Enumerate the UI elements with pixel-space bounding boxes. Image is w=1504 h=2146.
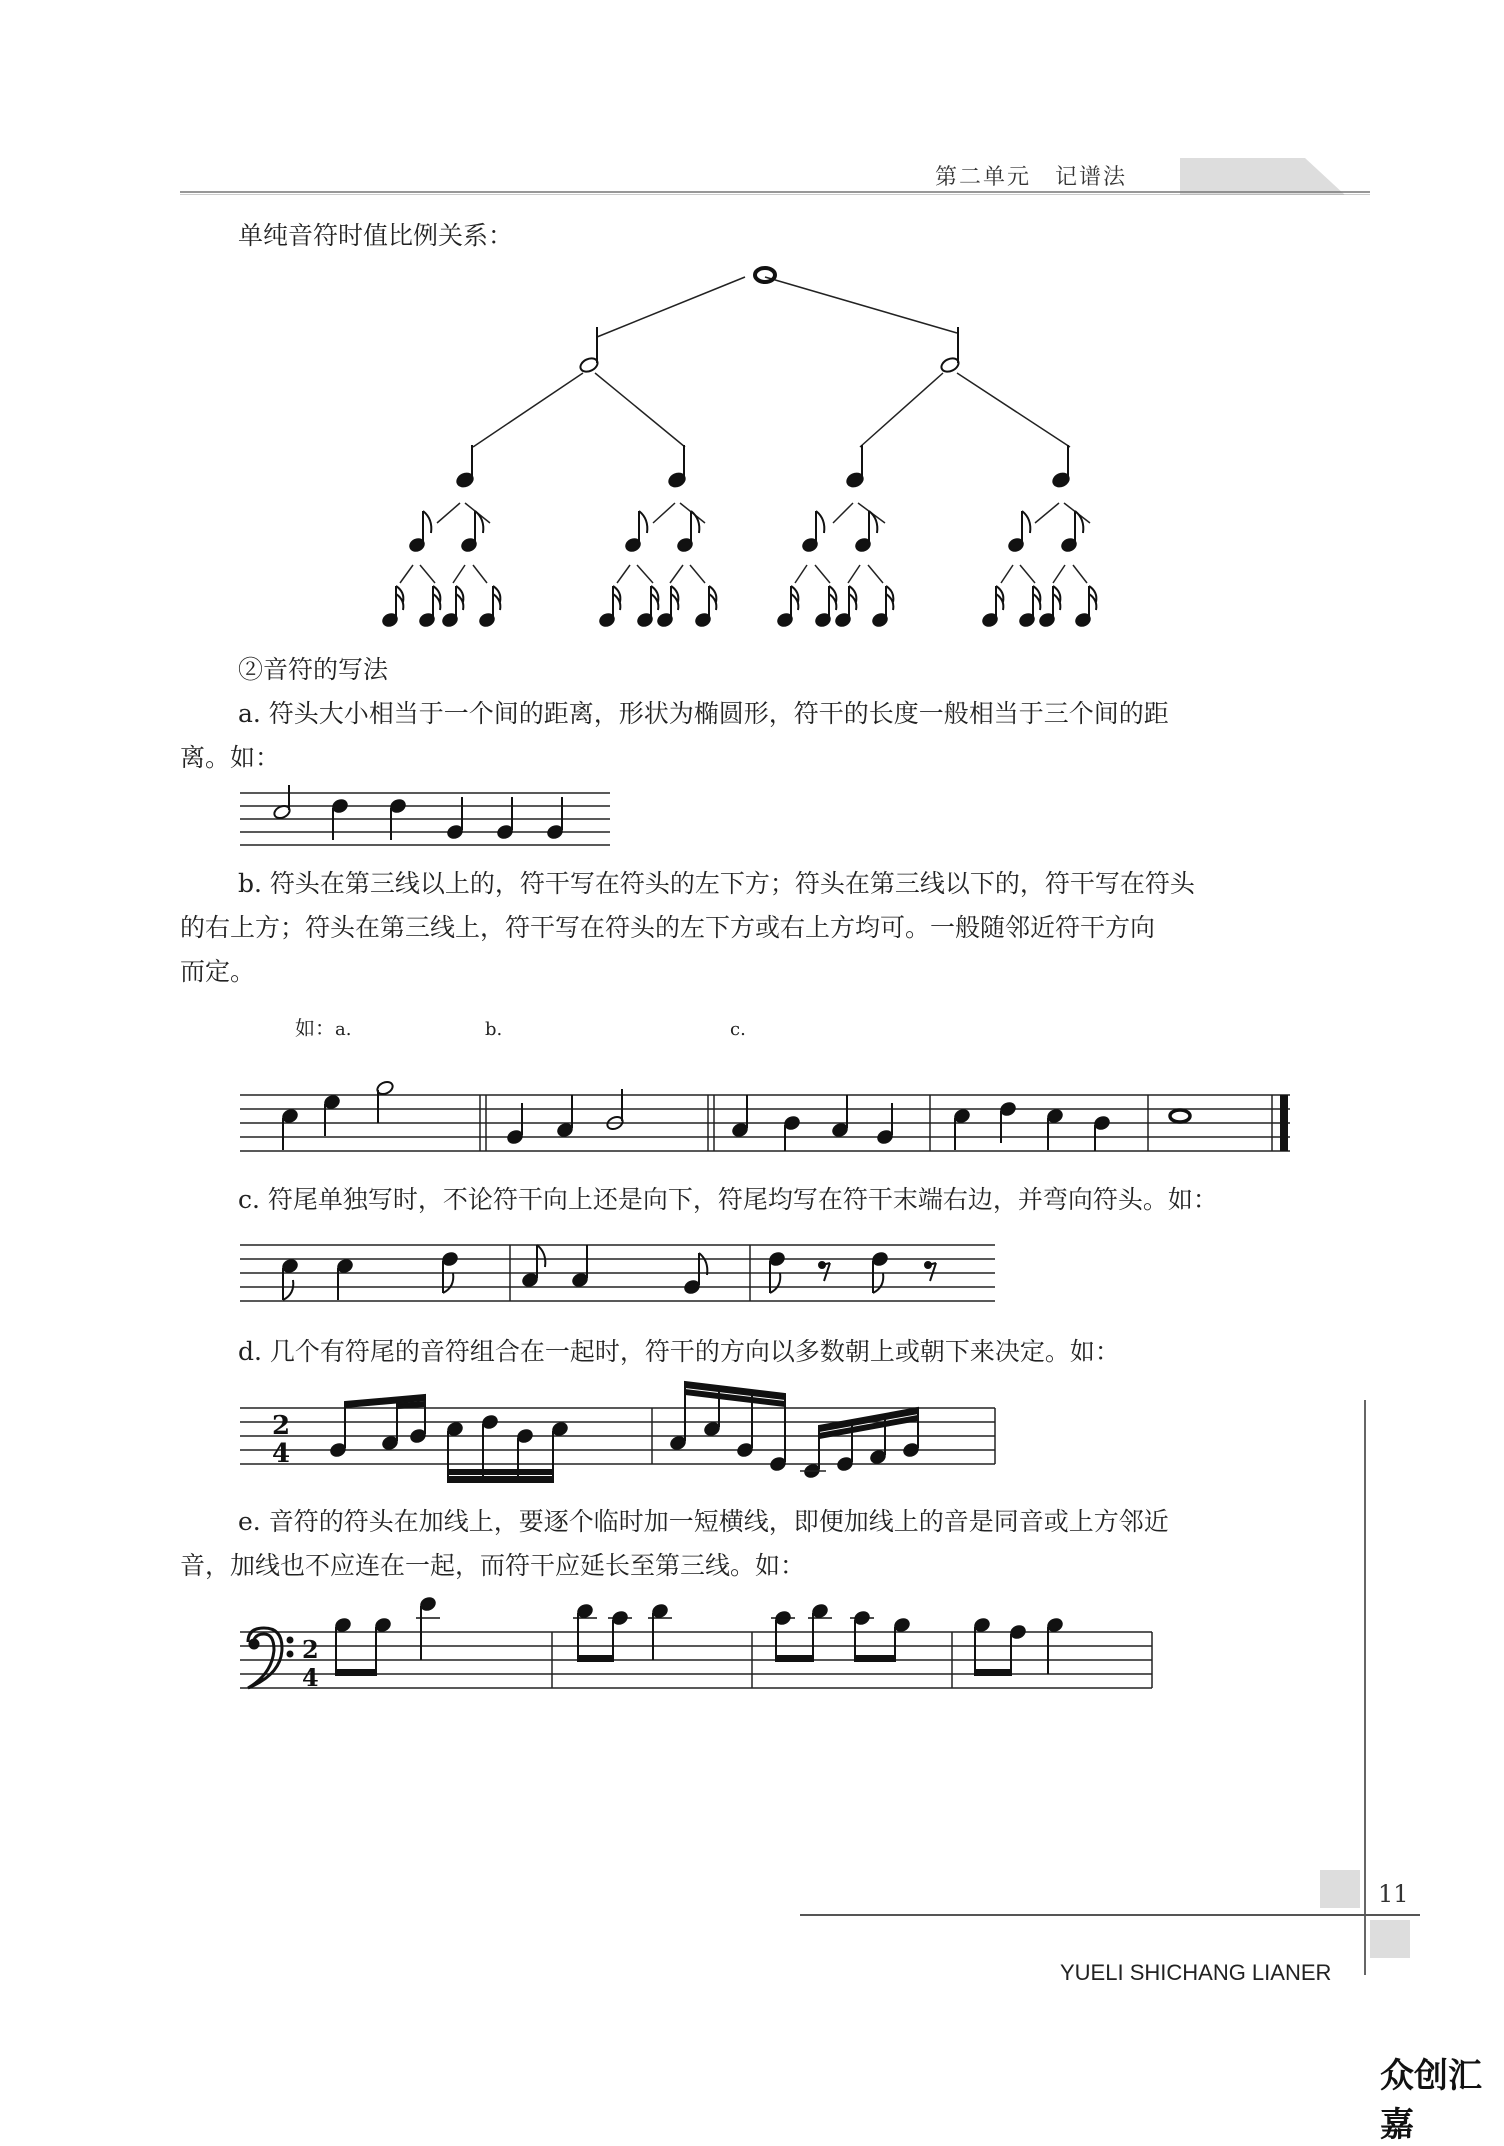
sixteenth-note: [636, 586, 658, 628]
quarter-note: [323, 1094, 340, 1136]
quarter-note: [1093, 1115, 1110, 1151]
quarter-note: [281, 1108, 298, 1150]
label-ru: 如：: [295, 1016, 335, 1040]
time-signature-bottom: 4: [302, 1663, 319, 1692]
eighth-note: [408, 511, 431, 553]
section-heading: ②音符的写法: [238, 655, 389, 684]
beamed-group: [329, 1395, 426, 1458]
sixteenth-note: [1074, 586, 1096, 628]
paragraph-c: c. 符尾单独写时，不论符干向上还是向下，符尾均写在符干末端右边，并弯向符头。如：: [238, 1185, 1218, 1214]
intro-text: 单纯音符时值比例关系：: [238, 221, 514, 250]
sixteenth-note: [776, 586, 798, 628]
paragraph-b-line1: b. 符头在第三线以上的，符干写在符头的左下方；符头在第三线以下的，符干写在符头: [238, 869, 1195, 898]
sixteenth-note: [381, 586, 403, 628]
sixteenth-note: [871, 586, 893, 628]
bass-clef-icon: [248, 1628, 293, 1688]
sixteenth-note: [598, 586, 620, 628]
sixteenth-note: [814, 586, 836, 628]
quarter-note: [571, 1245, 588, 1288]
eighth-note: [624, 511, 647, 553]
header-graphic: [180, 150, 1370, 195]
sixteenth-note: [441, 586, 463, 628]
eighth-note: [1007, 511, 1030, 553]
quarter-note: [419, 1596, 436, 1660]
eighth-note: [281, 1258, 298, 1300]
quarter-note: [731, 1095, 748, 1138]
eighth-note: [801, 511, 824, 553]
sixteenth-note: [478, 586, 500, 628]
watermark: 众创汇嘉: [1380, 2056, 1482, 2145]
paragraph-a-line1: a. 符头大小相当于一个间的距离，形状为椭圆形，符干的长度一般相当于三个间的距: [238, 699, 1169, 728]
whole-note: [1170, 1110, 1190, 1122]
label-a: a.: [335, 1019, 352, 1040]
beamed-group: [446, 1414, 568, 1482]
paragraph-d: d. 几个有符尾的音符组合在一起时，符干的方向以多数朝上或朝下来决定。如：: [238, 1337, 1120, 1366]
series-title: YUELI SHICHANG LIANER: [1060, 1960, 1332, 1985]
staff-example-b: [240, 1005, 1290, 1165]
eighth-note: [676, 511, 699, 553]
eighth-note: [854, 511, 877, 553]
whole-note: [755, 268, 775, 282]
half-note: [939, 327, 960, 374]
quarter-note: [667, 445, 687, 489]
quarter-note: [455, 445, 475, 489]
eighth-note: [460, 511, 483, 553]
footer-graphic: [790, 1400, 1430, 2000]
time-signature-bottom: 4: [272, 1439, 291, 1469]
eighth-rest: [819, 1262, 830, 1281]
sixteenth-note: [981, 586, 1003, 628]
label-c: c.: [730, 1019, 746, 1040]
paragraph-a-line2: 离。如：: [180, 743, 281, 772]
quarter-note: [953, 1108, 970, 1150]
header-bar: [180, 150, 1370, 195]
paragraph-e-line2: 音，加线也不应连在一起，而符干应延长至第三线。如：: [180, 1551, 806, 1580]
paragraph-b-line2: 的右上方；符头在第三线上，符干写在符头的左下方或右上方均可。一般随邻近符干方向: [180, 913, 1156, 942]
note-value-tree: [365, 255, 1135, 640]
paragraph-b-line3: 而定。: [180, 957, 256, 986]
eighth-rest: [925, 1262, 936, 1281]
sixteenth-note: [1038, 586, 1060, 628]
time-signature-top: 2: [302, 1635, 319, 1664]
eighth-note: [1060, 511, 1083, 553]
quarter-note: [1046, 1108, 1063, 1150]
quarter-note: [783, 1115, 800, 1151]
staff-example-c: [240, 1225, 1000, 1310]
sixteenth-note: [418, 586, 440, 628]
quarter-note: [556, 1095, 573, 1138]
time-signature-top: 2: [272, 1411, 291, 1441]
label-b: b.: [485, 1019, 503, 1040]
sixteenth-note: [834, 586, 856, 628]
half-note: [272, 785, 291, 820]
quarter-note: [845, 445, 865, 489]
paragraph-e-line1: e. 音符的符头在加线上，要逐个临时加一短横线，即便加线上的音是同音或上方邻近: [238, 1507, 1169, 1536]
beamed-group: [669, 1382, 786, 1472]
quarter-note: [1051, 445, 1071, 489]
quarter-note: [831, 1095, 848, 1138]
page-number: 11: [1378, 1880, 1409, 1908]
sixteenth-note: [694, 586, 716, 628]
chapter-title: 第二单元 记谱法: [935, 165, 1128, 190]
eighth-note: [521, 1245, 545, 1288]
quarter-note: [336, 1258, 353, 1300]
sixteenth-note: [1018, 586, 1040, 628]
staff-example-a: [240, 785, 615, 855]
half-note: [578, 327, 599, 374]
half-note: [375, 1080, 394, 1123]
sixteenth-note: [656, 586, 678, 628]
